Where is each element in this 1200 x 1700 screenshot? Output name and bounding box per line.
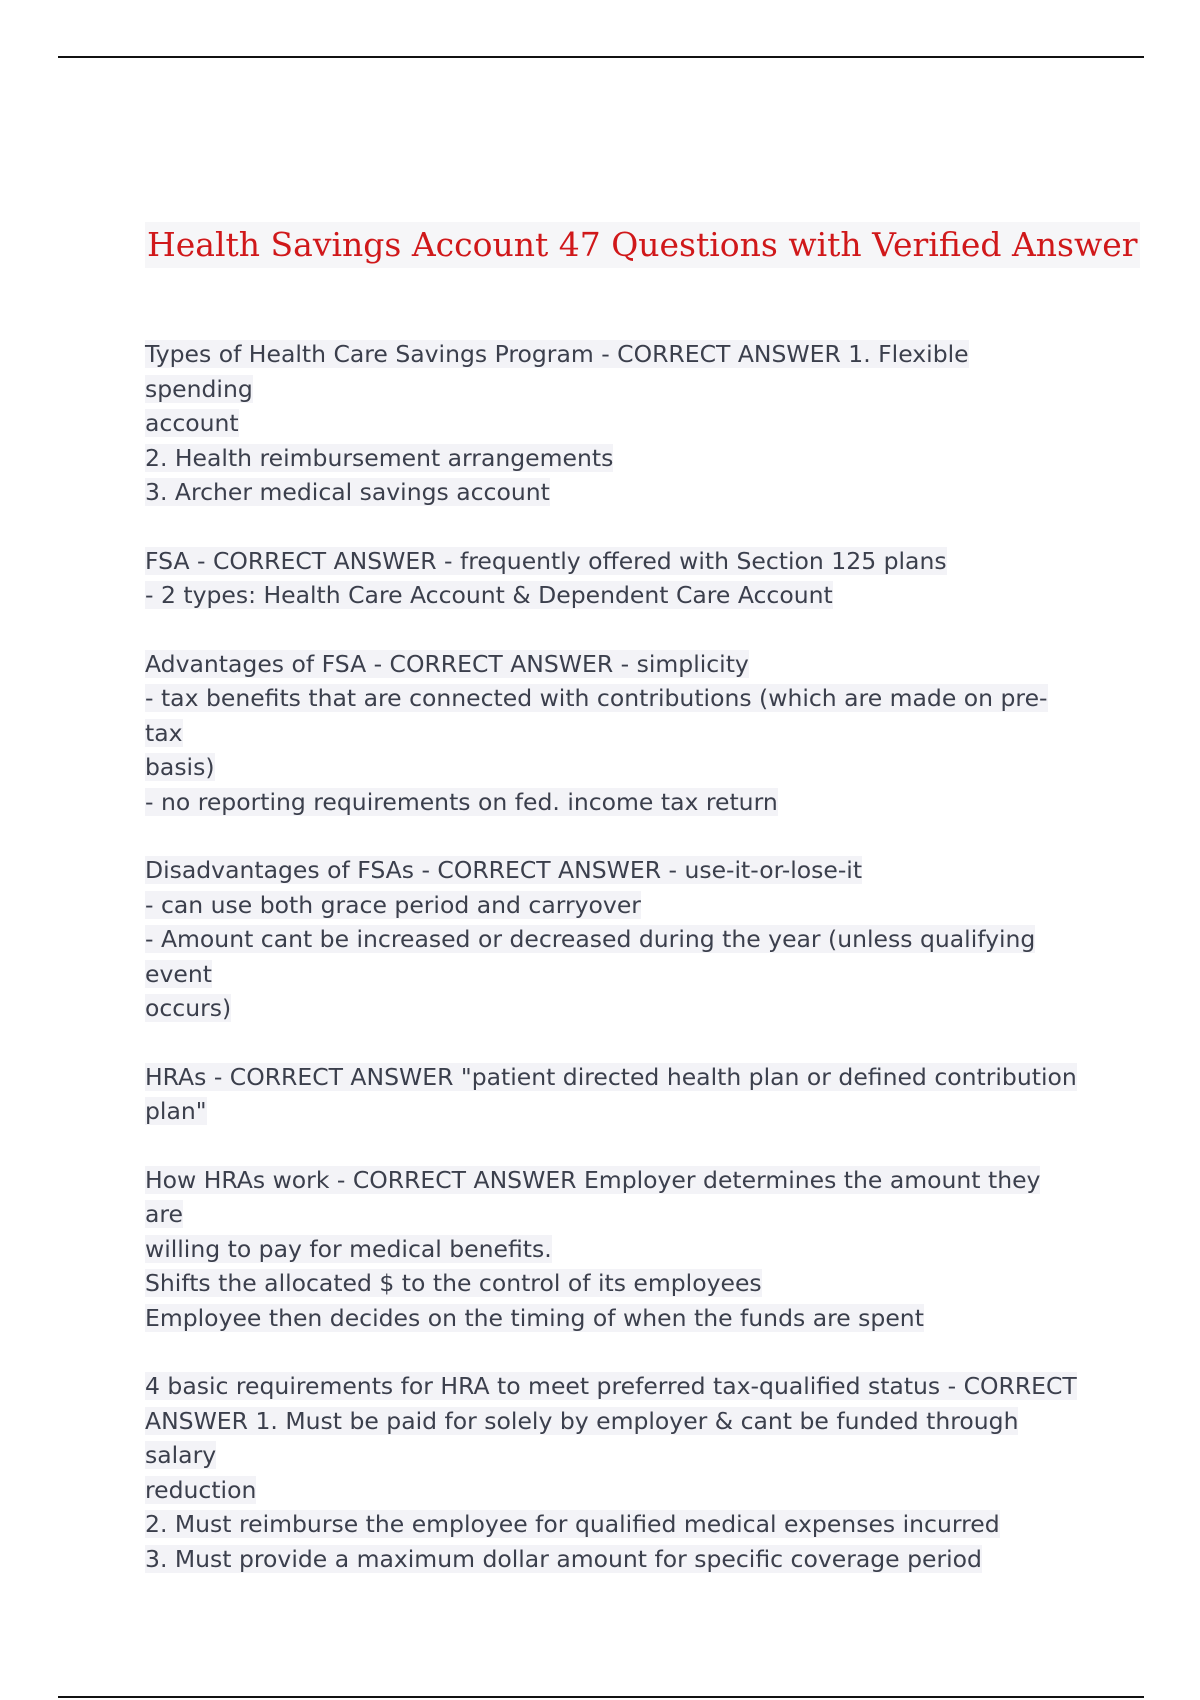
qa-item — [145, 853, 1080, 1026]
qa-line: Advantages of FSA - CORRECT ANSWER - simplicity — [145, 649, 749, 678]
qa-line: basis) — [145, 753, 215, 781]
qa-line: Disadvantages of FSAs - CORRECT ANSWER - use-it-or-lose-it — [145, 856, 863, 884]
qa-line: - 2 types: Health Care Account & Dependent Care Account — [145, 581, 833, 609]
qa-item — [145, 647, 1080, 820]
qa-line: - no reporting requirements on fed. income tax return — [145, 787, 778, 816]
header-rule — [58, 56, 1144, 58]
document-body — [145, 337, 1080, 1610]
qa-item — [145, 1163, 1080, 1336]
qa-line: reduction — [145, 1475, 257, 1504]
qa-line: 2. Must reimburse the employee for qualified medical expenses incurred — [145, 1510, 1000, 1538]
qa-line: 3. Archer medical savings account — [145, 478, 550, 506]
qa-line: - can use both grace period and carryover — [145, 890, 641, 919]
qa-line: 3. Must provide a maximum dollar amount for specific coverage period — [145, 1544, 982, 1573]
qa-line: 4 basic requirements for HRA to meet preferred tax-qualified status - CORRECT — [145, 1372, 1077, 1400]
qa-item — [145, 544, 1080, 613]
qa-line: occurs) — [145, 994, 232, 1022]
qa-line: Employee then decides on the timing of when the funds are spent — [145, 1303, 924, 1332]
document-title: Health Savings Account 47 Questions with Verified Answer — [145, 222, 1140, 268]
footer-rule — [58, 1696, 1144, 1698]
qa-line: ANSWER 1. Must be paid for solely by employer & cant be funded through salary — [145, 1406, 1019, 1469]
qa-line: plan" — [145, 1097, 207, 1125]
qa-item — [145, 337, 1080, 510]
qa-line: account — [145, 409, 239, 437]
qa-line: - tax benefits that are connected with contributions (which are made on pre-tax — [145, 684, 1048, 747]
qa-item — [145, 1060, 1080, 1129]
qa-item — [145, 1369, 1080, 1576]
qa-line: willing to pay for medical benefits. — [145, 1234, 552, 1263]
qa-line: Types of Health Care Savings Program - CORRECT ANSWER 1. Flexible spending — [145, 340, 969, 403]
qa-line: Shifts the allocated $ to the control of its employees — [145, 1269, 762, 1297]
qa-line: FSA - CORRECT ANSWER - frequently offered with Section 125 plans — [145, 546, 947, 575]
qa-line: How HRAs work - CORRECT ANSWER Employer determines the amount they are — [145, 1165, 1041, 1228]
qa-line: - Amount cant be increased or decreased during the year (unless qualifying event — [145, 925, 1036, 988]
qa-line: 2. Health reimbursement arrangements — [145, 443, 614, 472]
qa-line: HRAs - CORRECT ANSWER "patient directed health plan or defined contribution — [145, 1062, 1077, 1091]
